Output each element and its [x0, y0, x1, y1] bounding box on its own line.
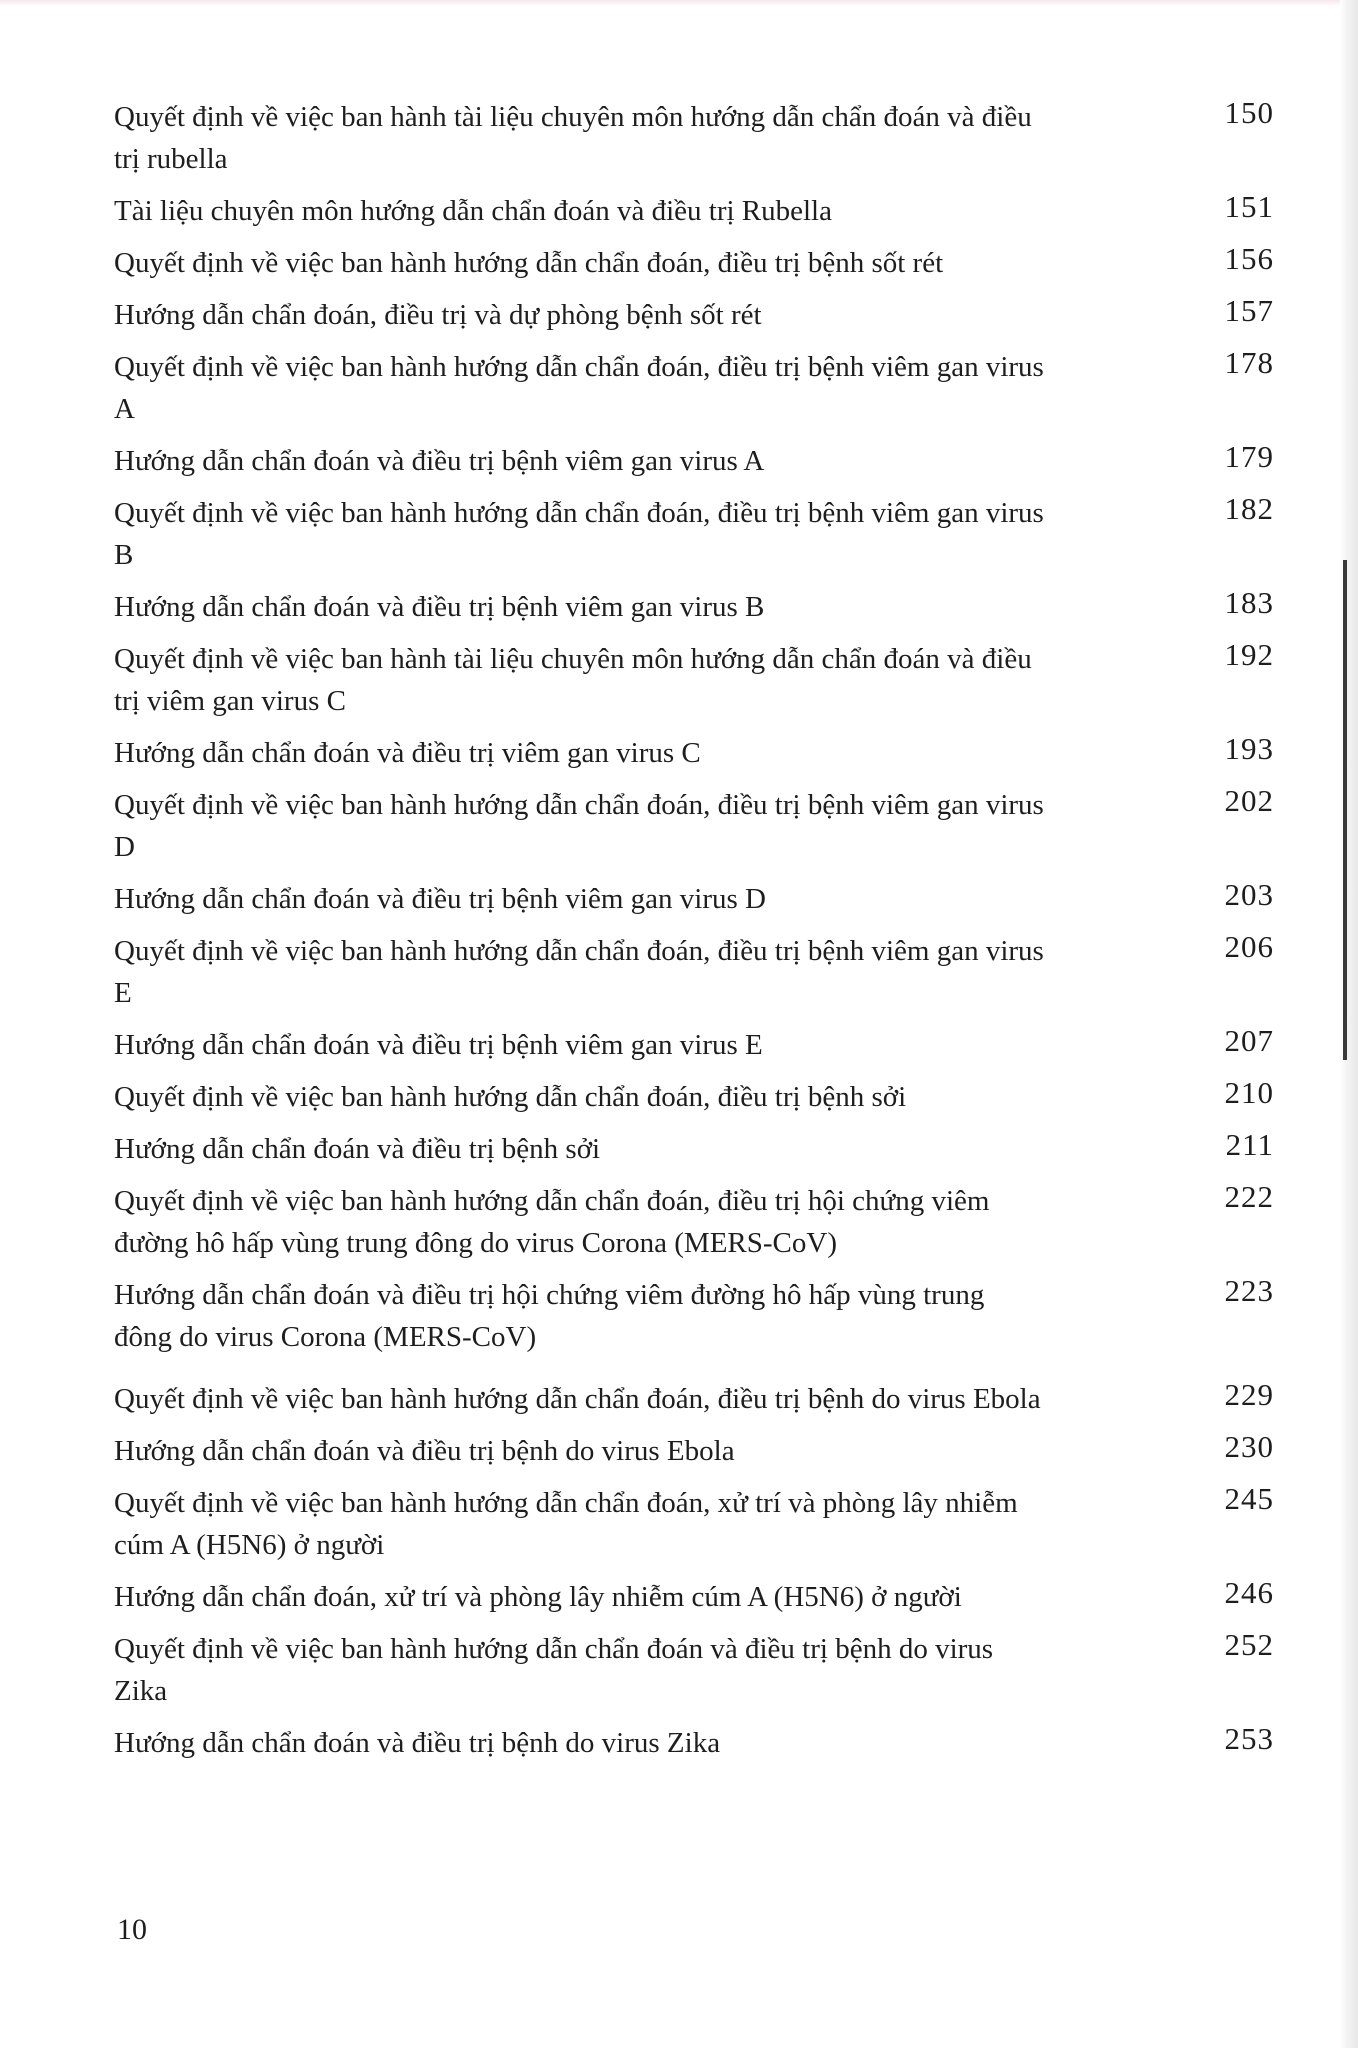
toc-entry-title: Quyết định về việc ban hành hướng dẫn chẩn đoán, điều trị bệnh viêm gan virus A	[114, 351, 1044, 425]
toc-entry	[114, 242, 1274, 284]
toc-entry-page: 192	[1224, 637, 1274, 672]
toc-entry-title: Quyết định về việc ban hành hướng dẫn chẩn đoán, điều trị bệnh sốt rét	[114, 247, 944, 279]
toc-entry-page: 246	[1224, 1575, 1274, 1610]
toc-entry-page: 183	[1224, 585, 1274, 620]
toc-entry	[114, 1482, 1274, 1566]
toc-entry-page: 182	[1224, 491, 1274, 526]
toc-entry-title: Hướng dẫn chẩn đoán và điều trị bệnh do virus Ebola	[114, 1435, 735, 1467]
toc-entry-page: 203	[1224, 877, 1274, 912]
toc-entry-page: 207	[1224, 1023, 1274, 1058]
toc-entry-title: Quyết định về việc ban hành tài liệu chuyên môn hướng dẫn chẩn đoán và điều trị rubella	[114, 101, 1032, 175]
toc-entry-title: Hướng dẫn chẩn đoán và điều trị bệnh viêm gan virus B	[114, 591, 765, 623]
toc-entry-title: Hướng dẫn chẩn đoán, xử trí và phòng lây nhiễm cúm A (H5N6) ở người	[114, 1581, 962, 1613]
toc-entry	[114, 1430, 1274, 1472]
toc-entry-page: 222	[1224, 1179, 1274, 1214]
toc-entry	[114, 492, 1274, 576]
toc-entry-title: Quyết định về việc ban hành hướng dẫn chẩn đoán, điều trị bệnh sởi	[114, 1081, 907, 1113]
toc-entry	[114, 1024, 1274, 1066]
toc-entry-title: Hướng dẫn chẩn đoán và điều trị bệnh do virus Zika	[114, 1727, 721, 1759]
toc-entry	[114, 1722, 1274, 1764]
toc-entry-page: 156	[1224, 241, 1274, 276]
toc-entry	[114, 440, 1274, 482]
toc-entry-page: 245	[1224, 1481, 1274, 1516]
toc-entry	[114, 1076, 1274, 1118]
toc-entry	[114, 1128, 1274, 1170]
toc-entry-title: Quyết định về việc ban hành hướng dẫn chẩn đoán, điều trị hội chứng viêm đường hô hấp vùng trung đông do virus Corona (MERS-CoV)	[114, 1185, 990, 1259]
page-number: 10	[117, 1913, 147, 1946]
page-top-edge	[0, 0, 1358, 6]
toc-entry	[114, 294, 1274, 336]
toc-entry	[114, 784, 1274, 868]
toc-entry	[114, 346, 1274, 430]
toc-entry-page: 223	[1224, 1273, 1274, 1308]
toc-entry-title: Quyết định về việc ban hành hướng dẫn chẩn đoán, điều trị bệnh viêm gan virus B	[114, 497, 1044, 571]
toc-entry	[114, 638, 1274, 722]
toc-entry	[114, 930, 1274, 1014]
toc-entry-title: Hướng dẫn chẩn đoán và điều trị bệnh viêm gan virus E	[114, 1029, 763, 1061]
toc-entry-page: 252	[1224, 1627, 1274, 1662]
toc-entry-page: 206	[1224, 929, 1274, 964]
page-binding-shadow	[1343, 560, 1347, 1060]
toc-entry-page: 193	[1224, 731, 1274, 766]
toc-entry-title: Hướng dẫn chẩn đoán và điều trị bệnh viêm gan virus D	[114, 883, 766, 915]
toc-entry	[114, 1274, 1274, 1358]
toc-entry	[114, 1180, 1274, 1264]
toc-entry-title: Hướng dẫn chẩn đoán và điều trị hội chứng viêm đường hô hấp vùng trung đông do virus Corona (MERS-CoV)	[114, 1279, 985, 1353]
toc-entry-title: Tài liệu chuyên môn hướng dẫn chẩn đoán và điều trị Rubella	[114, 195, 832, 227]
toc-entry-page: 230	[1224, 1429, 1274, 1464]
toc-entry-page: 179	[1224, 439, 1274, 474]
toc-entry	[114, 190, 1274, 232]
table-of-contents	[114, 96, 1274, 1774]
toc-entry-title: Hướng dẫn chẩn đoán và điều trị bệnh sởi	[114, 1133, 601, 1165]
toc-entry-page: 151	[1224, 189, 1274, 224]
toc-entry-title: Quyết định về việc ban hành hướng dẫn chẩn đoán và điều trị bệnh do virus Zika	[114, 1633, 994, 1707]
toc-entry-title: Quyết định về việc ban hành hướng dẫn chẩn đoán, điều trị bệnh viêm gan virus D	[114, 789, 1044, 863]
toc-entry	[114, 1576, 1274, 1618]
toc-entry	[114, 878, 1274, 920]
toc-entry-page: 229	[1224, 1377, 1274, 1412]
toc-entry-title: Quyết định về việc ban hành hướng dẫn chẩn đoán, xử trí và phòng lây nhiễm cúm A (H5N6) ở người	[114, 1487, 1018, 1561]
toc-entry-page: 253	[1224, 1721, 1274, 1756]
toc-entry-title: Quyết định về việc ban hành hướng dẫn chẩn đoán, điều trị bệnh do virus Ebola	[114, 1383, 1041, 1415]
toc-entry-page: 211	[1225, 1127, 1274, 1162]
toc-entry	[114, 96, 1274, 180]
toc-entry-title: Hướng dẫn chẩn đoán và điều trị bệnh viêm gan virus A	[114, 445, 765, 477]
toc-entry-title: Quyết định về việc ban hành hướng dẫn chẩn đoán, điều trị bệnh viêm gan virus E	[114, 935, 1044, 1009]
toc-entry	[114, 732, 1274, 774]
toc-entry-page: 210	[1224, 1075, 1274, 1110]
toc-entry	[114, 1378, 1274, 1420]
toc-entry-page: 157	[1224, 293, 1274, 328]
toc-entry-title: Hướng dẫn chẩn đoán và điều trị viêm gan virus C	[114, 737, 701, 769]
toc-entry-page: 150	[1224, 95, 1274, 130]
toc-entry	[114, 586, 1274, 628]
toc-entry	[114, 1628, 1274, 1712]
toc-entry-title: Hướng dẫn chẩn đoán, điều trị và dự phòng bệnh sốt rét	[114, 299, 762, 331]
toc-entry-page: 202	[1224, 783, 1274, 818]
toc-entry-title: Quyết định về việc ban hành tài liệu chuyên môn hướng dẫn chẩn đoán và điều trị viêm gan virus C	[114, 643, 1032, 717]
toc-entry-page: 178	[1224, 345, 1274, 380]
